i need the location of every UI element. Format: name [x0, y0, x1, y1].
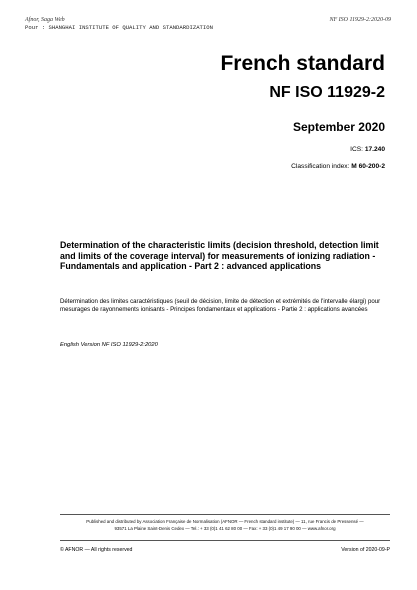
ics-code: [350, 146, 385, 154]
ics-value: 17.240: [364, 146, 385, 153]
header-licensee: Pour : SHANGHAI INSTITUTE OF QUALITY AND STANDARDIZATION: [25, 24, 213, 31]
header-source: Afnor, Saga Web: [25, 17, 65, 23]
english-version-note: English Version NF ISO 11929-2:2020: [60, 342, 158, 348]
copyright-notice: © AFNOR — All rights reserved: [60, 547, 133, 553]
french-title: Détermination des limites caractéristiques (seuil de décision, limite de détection et extrémités de l'intervalle élargi) pour mesurages de rayonnements ionisants - Principes fondamentaux et applications - Partie 2 : applications avancées: [60, 298, 381, 313]
classification-index: [291, 163, 385, 171]
version-label: Version of 2020-09-P: [341, 547, 390, 553]
classification-value: M 60-200-2: [351, 163, 385, 170]
standard-number: NF ISO 11929-2: [269, 84, 385, 101]
publisher-divider-top: [60, 514, 390, 515]
publisher-info: [60, 518, 390, 532]
publisher-line-1: Published and distributed by Association Française de Normalisation (AFNOR — French standard institute) — 11, rue Francis de Pressensé —: [86, 519, 364, 524]
ics-label: ICS:: [350, 146, 365, 153]
standard-type-title: French standard: [220, 52, 385, 75]
publication-date: September 2020: [292, 120, 385, 134]
classification-label: Classification index:: [291, 163, 352, 170]
publisher-line-2: 93571 La Plaine Saint-Denis Cedex — Tel.: + 33 (0)1 41 62 80 00 — Fax: + 33 (0)1 49 17 90 00 — www.afnor.org: [114, 526, 336, 531]
header-document-ref: NF ISO 11929-2:2020-09: [329, 17, 391, 23]
english-title: Determination of the characteristic limits (decision threshold, detection limit and limits of the coverage interval) for measurements of ionizing radiation - Fundamentals and application - Part 2 : advanced applications: [60, 240, 379, 271]
publisher-divider-bottom: [60, 540, 390, 541]
